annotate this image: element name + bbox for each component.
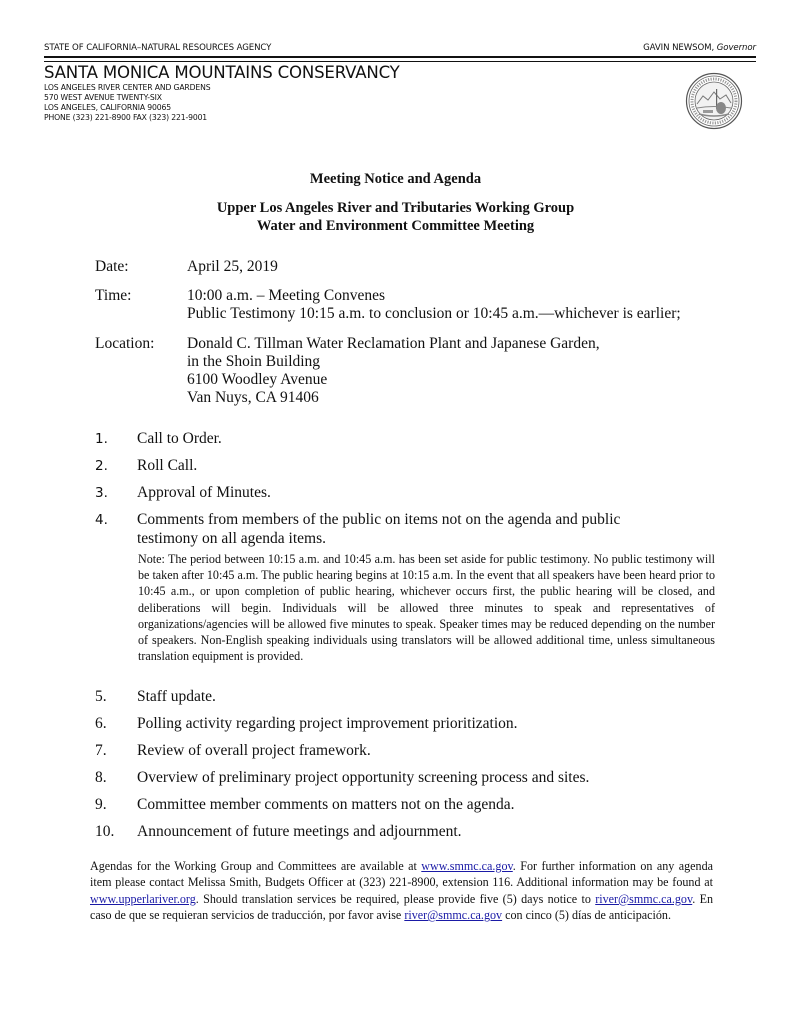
location-line: 6100 Woodley Avenue	[187, 371, 328, 388]
address-line: LOS ANGELES RIVER CENTER AND GARDENS	[44, 83, 211, 92]
agenda-item-text: Committee member comments on matters not on the agenda.	[137, 796, 515, 813]
organization-address	[44, 83, 210, 123]
agency-name: STATE OF CALIFORNIA–NATURAL RESOURCES AGENCY	[44, 43, 272, 53]
agenda-item-number: 7.	[95, 742, 107, 759]
agenda-item-number: 4.	[95, 512, 108, 528]
time-label: Time:	[95, 287, 132, 304]
letterhead-rule-thick	[44, 56, 756, 58]
agenda-item-number: 9.	[95, 796, 107, 813]
letterhead-rule-thin	[44, 61, 756, 62]
agenda-item-text: Approval of Minutes.	[137, 484, 271, 501]
letterhead-top-line	[44, 43, 756, 55]
location-line: Van Nuys, CA 91406	[187, 389, 319, 406]
agenda-item-text: Review of overall project framework.	[137, 742, 371, 759]
committee-title: Water and Environment Committee Meeting	[256, 218, 535, 234]
river-email-link-spanish[interactable]: river@smmc.ca.gov	[404, 908, 503, 923]
footer-text: con cinco (5) días de anticipación.	[502, 908, 672, 923]
working-group-title: Upper Los Angeles River and Tributaries Working Group	[216, 200, 575, 216]
time-value	[187, 287, 681, 323]
smmc-website-link[interactable]: www.smmc.ca.gov	[421, 859, 513, 873]
agenda-item-text: Announcement of future meetings and adjournment.	[137, 823, 462, 840]
agenda-item-number: 6.	[95, 715, 107, 732]
date-value: April 25, 2019	[187, 258, 278, 275]
agenda-item-number: 8.	[95, 769, 107, 786]
footer-text: . En caso de que se requieran servicios de traducción, por favor avise	[90, 891, 713, 923]
california-seal-icon	[685, 72, 743, 130]
agenda-item-text: Comments from members of the public on items not on the agenda and public testimony on all agenda items.	[137, 511, 621, 547]
address-line: PHONE (323) 221-8900 FAX (323) 221-9001	[44, 113, 208, 122]
upperlariver-website-link[interactable]: www.upperlariver.org	[90, 891, 196, 906]
governor-name-text: GAVIN NEWSOM,	[643, 43, 717, 53]
agenda-item-number: 2.	[95, 458, 108, 474]
location-line: in the Shoin Building	[187, 353, 321, 370]
time-line: Public Testimony 10:15 a.m. to conclusion or 10:45 a.m.—whichever is earlier;	[187, 305, 681, 322]
agenda-item-number: 1.	[95, 431, 108, 447]
footer-paragraph	[90, 858, 713, 924]
agenda-item-text: Call to Order.	[137, 430, 222, 447]
agenda-item-number: 5.	[95, 688, 107, 705]
agenda-item-text: Overview of preliminary project opportunity screening process and sites.	[137, 769, 590, 786]
agenda-item-number: 3.	[95, 485, 108, 501]
date-label: Date:	[95, 258, 129, 275]
agenda-item-text: Staff update.	[137, 688, 216, 705]
time-line: 10:00 a.m. – Meeting Convenes	[187, 287, 386, 304]
governor-name	[643, 43, 756, 53]
governor-title: Governor	[716, 43, 756, 53]
address-line: LOS ANGELES, CALIFORNIA 90065	[44, 103, 171, 112]
public-testimony-note: Note: The period between 10:15 a.m. and 10:45 a.m. has been set aside for public testimony. No public testimony will be taken after 10:45 a.m. The public hearing begins at 10:15 a.m. In the event that all speakers have been heard prior to 10:45 a.m., or upon completion of public hearing, whichever occurs first, the public hearing will be closed, and deliberations will begin. Individuals will be allowed three minutes to speak and representatives of organizations/agencies will be allowed five minutes to speak. Speaker times may be reduced depending on the number of speakers. Non-English speaking individuals using translators will be allowed additional time, unless simultaneous translation equipment is provided.	[138, 552, 715, 664]
address-line: 570 WEST AVENUE TWENTY-SIX	[44, 93, 162, 102]
location-label: Location:	[95, 335, 155, 352]
notice-title: Meeting Notice and Agenda	[309, 171, 482, 187]
organization-name: SANTA MONICA MOUNTAINS CONSERVANCY	[44, 63, 400, 82]
agenda-item-text: Roll Call.	[137, 457, 198, 474]
footer-text: . Should translation services be required, please provide five (5) days notice to	[195, 891, 596, 906]
agenda-item-number: 10.	[95, 823, 115, 840]
footer-text: . For further information on any agenda item please contact Melissa Smith, Budgets Officer at (323) 221-8900, extension 116. Additional information may be found at	[90, 859, 713, 890]
river-email-link[interactable]: river@smmc.ca.gov	[595, 891, 693, 906]
location-value	[187, 335, 600, 407]
location-line: Donald C. Tillman Water Reclamation Plant and Japanese Garden,	[187, 335, 600, 352]
footer-text: Agendas for the Working Group and Committees are available at	[90, 859, 422, 873]
agenda-item-text: Polling activity regarding project improvement prioritization.	[137, 715, 518, 732]
